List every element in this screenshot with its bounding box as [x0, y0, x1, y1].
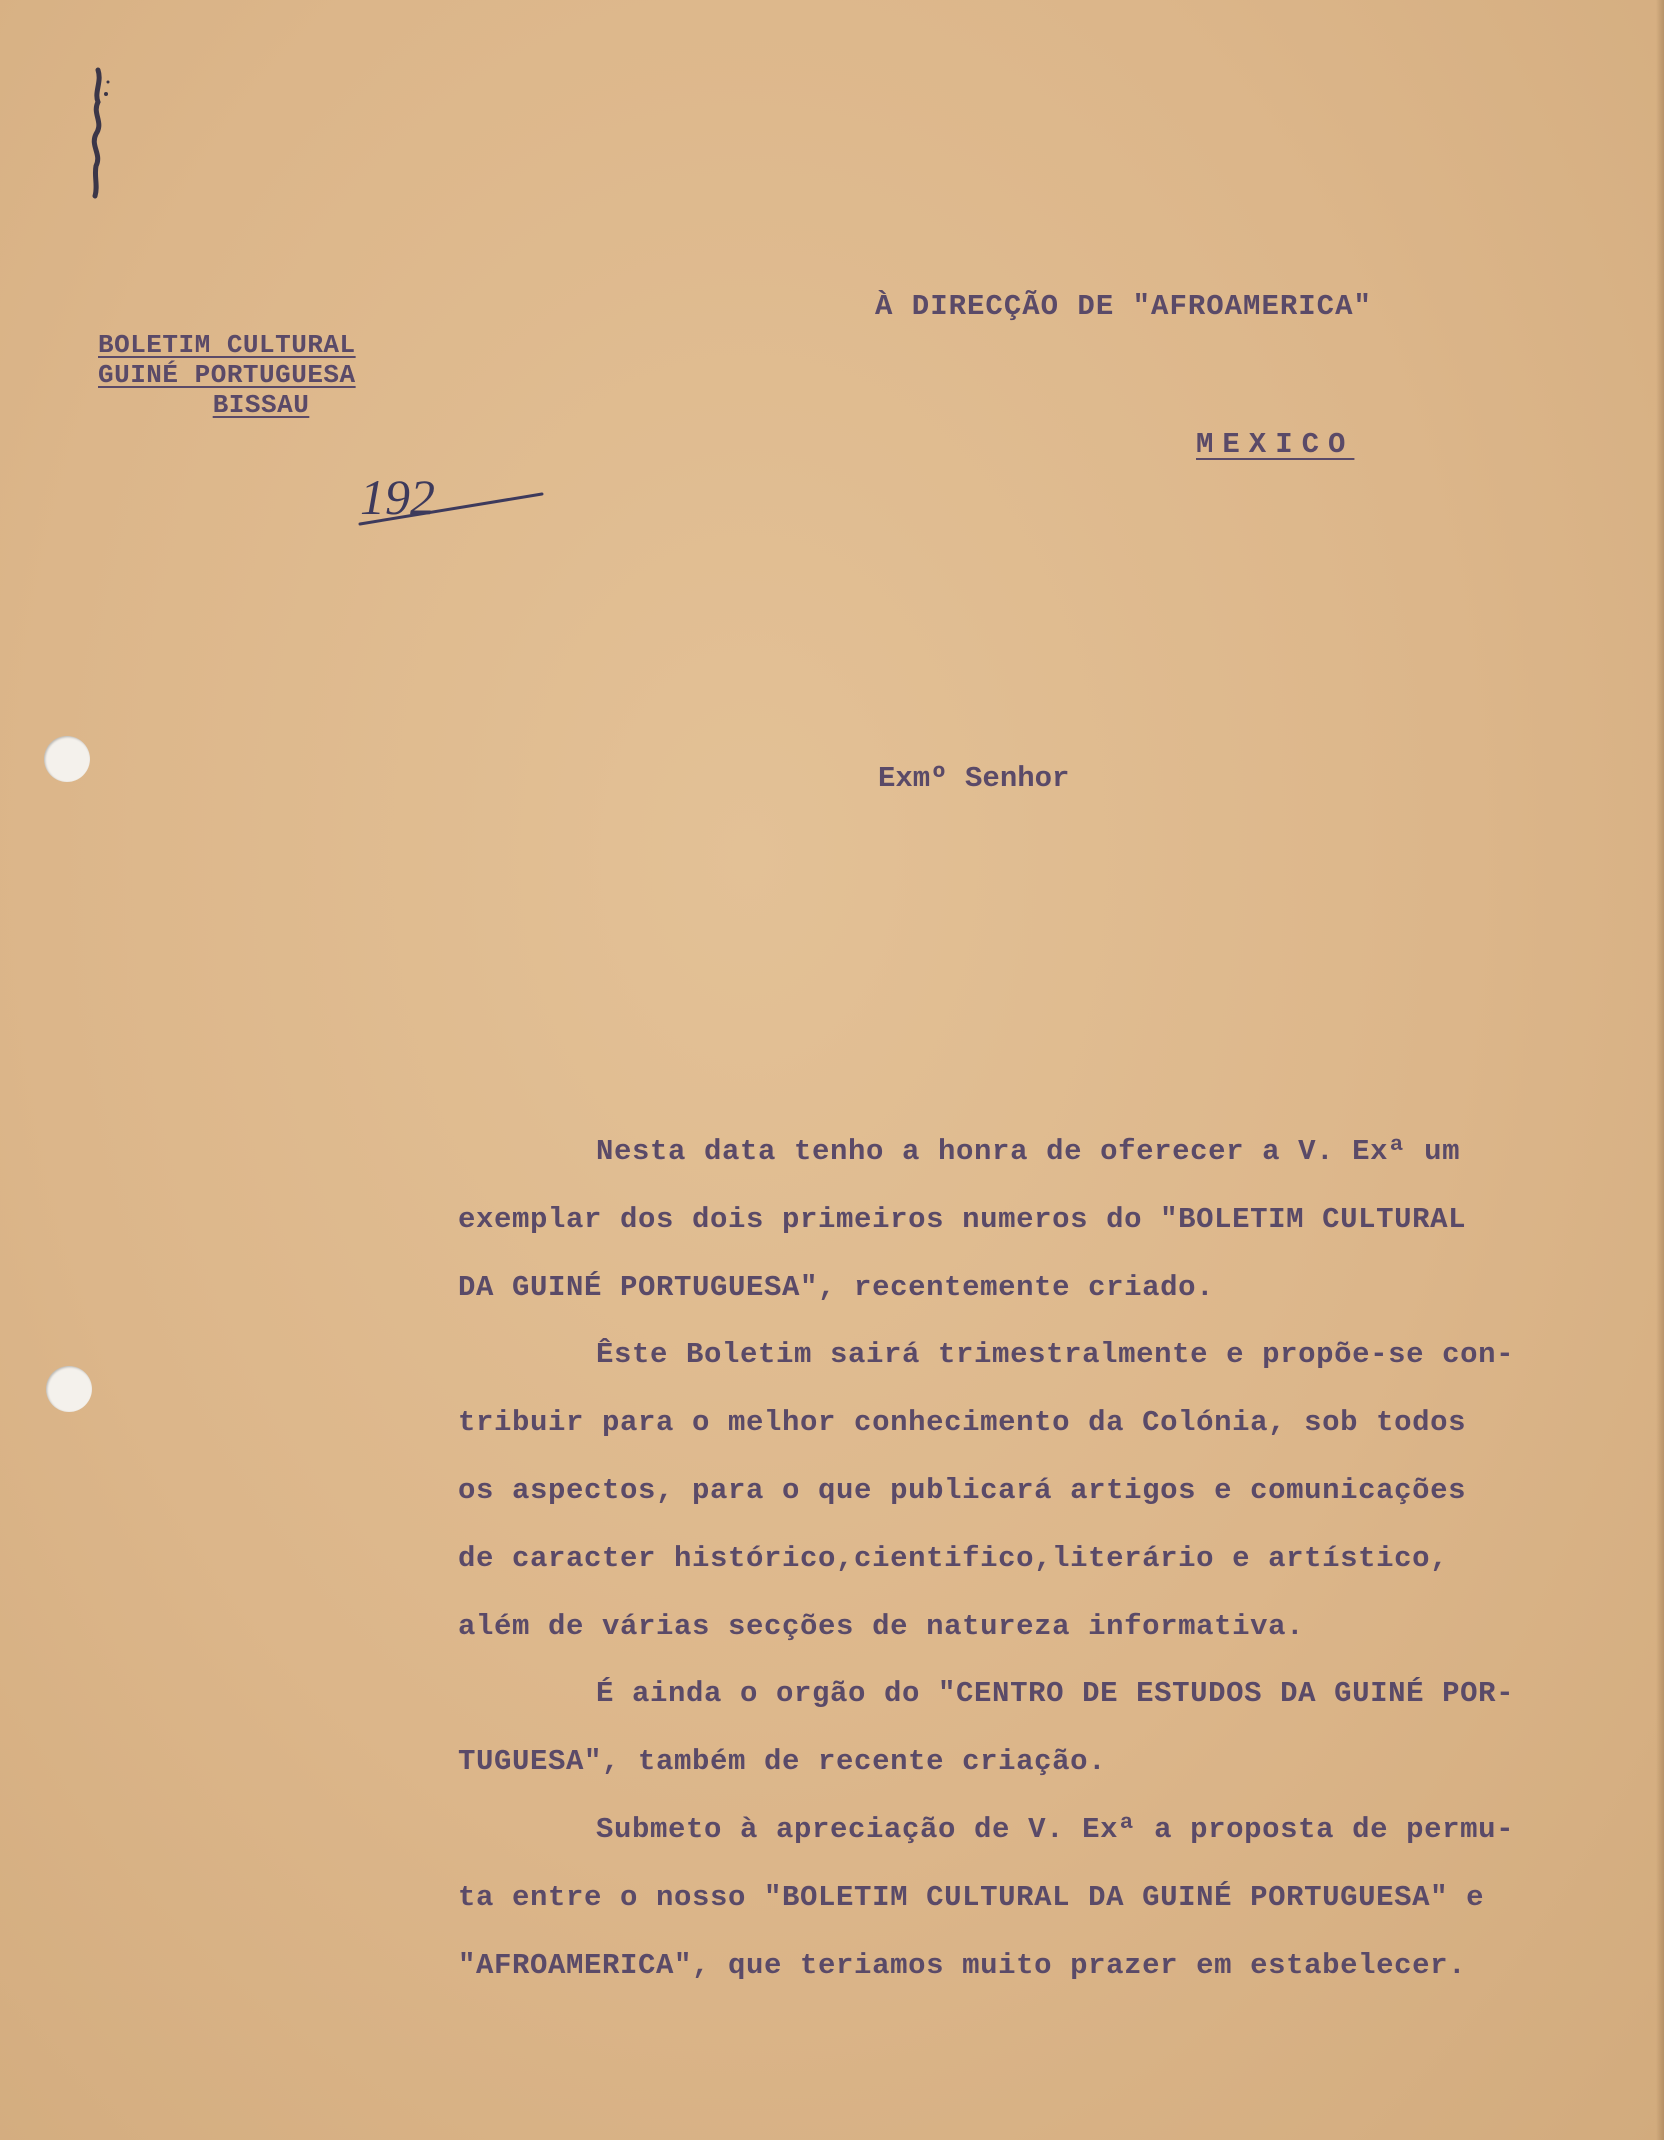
sender-line-3: BISSAU	[212, 390, 310, 420]
body-line: ta entre o nosso "BOLETIM CULTURAL DA GUINÉ PORTUGUESA" e	[458, 1880, 1485, 1914]
punch-hole-top	[44, 736, 90, 782]
body-line: de caracter histórico,cientifico,literário e artístico,	[458, 1541, 1449, 1575]
punch-hole-bottom	[46, 1366, 92, 1412]
body-line: DA GUINÉ PORTUGUESA", recentemente criado.	[458, 1270, 1215, 1304]
addressee: À DIRECÇÃO DE "AFROAMERICA"	[875, 290, 1372, 323]
body-line: Nesta data tenho a honra de oferecer a V. Exª um	[596, 1135, 1461, 1168]
body-line: tribuir para o melhor conhecimento da Colónia, sob todos	[458, 1406, 1467, 1440]
body-line: É ainda o orgão do "CENTRO DE ESTUDOS DA GUINÉ POR-	[596, 1677, 1515, 1711]
body-line: exemplar dos dois primeiros numeros do "BOLETIM CULTURAL	[458, 1202, 1467, 1236]
reference-number: 192	[360, 469, 435, 525]
body-line: Êste Boletim sairá trimestralmente e propõe-se con-	[596, 1338, 1515, 1372]
letter-body	[458, 1118, 1638, 1999]
sender-block	[96, 330, 426, 420]
page-edge	[1656, 0, 1664, 2140]
body-line: Submeto à apreciação de V. Exª a proposta de permu-	[596, 1812, 1515, 1846]
reference-underline	[358, 486, 544, 526]
sender-line-1: BOLETIM CULTURAL	[98, 330, 356, 360]
body-line: "AFROAMERICA", que teriamos muito prazer em estabelecer.	[458, 1948, 1467, 1982]
addressee-city: MEXICO	[1196, 428, 1355, 461]
body-line: além de várias secções de natureza informativa.	[458, 1609, 1305, 1643]
sender-line-2: GUINÉ PORTUGUESA	[98, 360, 356, 390]
handwritten-mark	[84, 62, 112, 202]
body-line: os aspectos, para o que publicará artigos e comunicações	[458, 1473, 1467, 1507]
body-line: TUGUESA", também de recente criação.	[458, 1745, 1107, 1779]
salutation: Exmº Senhor	[878, 762, 1070, 795]
